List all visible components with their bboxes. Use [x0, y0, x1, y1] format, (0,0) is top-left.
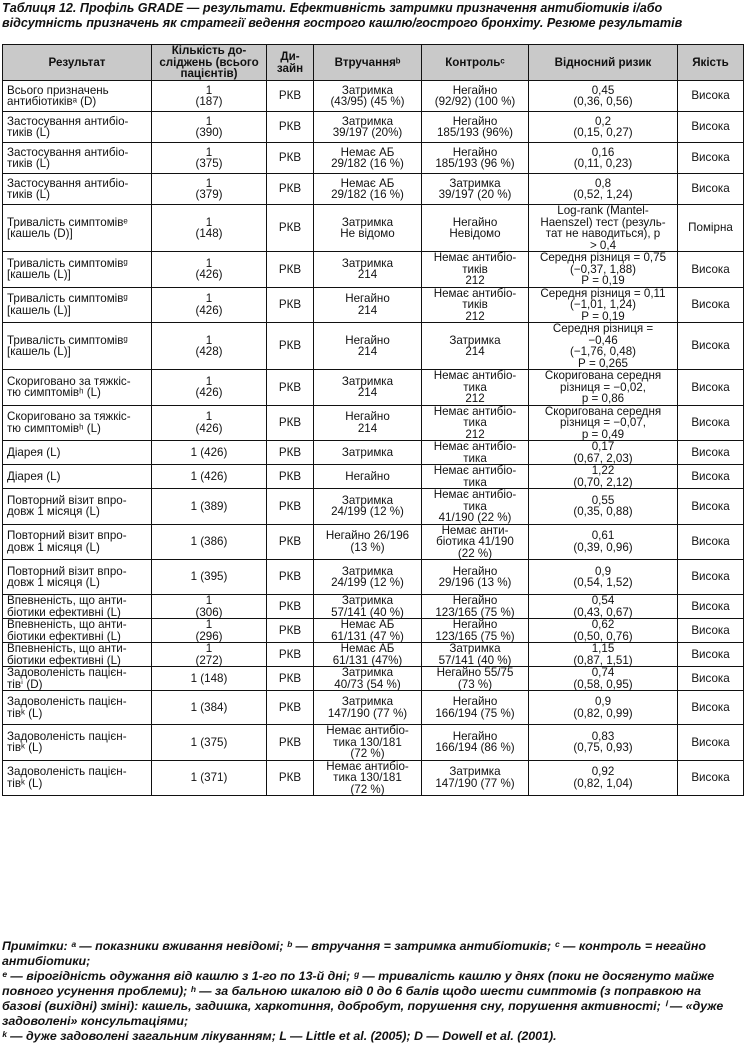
cell-intervention: Затримка 39/197 (20%) [314, 112, 422, 143]
cell-result: Задоволеність пацієн- тівⁱ (D) [3, 667, 152, 691]
cell-result: Повторний візит впро- довж 1 місяця (L) [3, 489, 152, 525]
cell-quality: Висока [678, 323, 744, 370]
cell-intervention: Затримка 214 [314, 252, 422, 288]
cell-intervention: Затримка 147/190 (77 %) [314, 691, 422, 725]
header-design: Ди-зайн [267, 45, 314, 81]
cell-design: РКВ [267, 323, 314, 370]
cell-studies: 1 (272) [152, 643, 267, 667]
note-line: ᵉ — вірогідність одужання від кашлю з 1-го по 13-й дні; ᵍ — тривалість кашлю у днях (поки не досягнуто майже повного усунення проблеми); ʰ — за бальною шкалою від 0 до 6 балів щодо шести симптомів (з поправкою на базові (вихідні) зміні): кашель, задишка, харкотиння, добробут, порушення сну, порушення активності; ⁱ — «дуже задоволені» консультаціями; [2, 969, 724, 1028]
header-control: Контрольᶜ [422, 45, 529, 81]
cell-studies: 1 (148) [152, 205, 267, 252]
cell-result: Задоволеність пацієн- тівᵏ (L) [3, 725, 152, 761]
table-row [3, 405, 744, 441]
cell-relative-risk: 0,17 (0,67, 2,03) [529, 441, 678, 465]
cell-quality: Висока [678, 619, 744, 643]
cell-relative-risk: 0,74 (0,58, 0,95) [529, 667, 678, 691]
cell-design: РКВ [267, 370, 314, 406]
cell-intervention: Негайно 214 [314, 287, 422, 323]
cell-control: Негайно Невідомо [422, 205, 529, 252]
cell-result: Впевненість, що анти- біотики ефективні (L) [3, 643, 152, 667]
table-row [3, 81, 744, 112]
table-row [3, 691, 744, 725]
cell-quality: Висока [678, 252, 744, 288]
cell-intervention: Немає антибіо- тика 130/181 (72 %) [314, 760, 422, 796]
cell-studies: 1 (426) [152, 252, 267, 288]
cell-design: РКВ [267, 489, 314, 525]
cell-control: Немає анти- біотика 41/190 (22 %) [422, 524, 529, 560]
cell-design: РКВ [267, 143, 314, 174]
cell-design: РКВ [267, 524, 314, 560]
cell-intervention: Затримка (43/95) (45 %) [314, 81, 422, 112]
cell-result: Задоволеність пацієн- тівᵏ (L) [3, 760, 152, 796]
cell-control: Затримка 214 [422, 323, 529, 370]
table-header-row [3, 45, 744, 81]
cell-design: РКВ [267, 667, 314, 691]
cell-result: Застосування антибіо- тиків (L) [3, 143, 152, 174]
cell-intervention: Затримка 214 [314, 370, 422, 406]
cell-studies: 1 (426) [152, 441, 267, 465]
cell-studies: 1 (379) [152, 174, 267, 205]
cell-control: Немає антибіо- тика 212 [422, 405, 529, 441]
cell-design: РКВ [267, 691, 314, 725]
cell-intervention: Немає АБ 61/131 (47%) [314, 643, 422, 667]
cell-studies: 1 (306) [152, 595, 267, 619]
cell-relative-risk: 1,15 (0,87, 1,51) [529, 643, 678, 667]
cell-quality: Висока [678, 81, 744, 112]
cell-relative-risk: 0,92 (0,82, 1,04) [529, 760, 678, 796]
cell-result: Всього призначень антибіотиківᵃ (D) [3, 81, 152, 112]
cell-result: Застосування антибіо- тиків (L) [3, 174, 152, 205]
cell-relative-risk: Середня різниця = 0,75 (−0,37, 1,88) Р = 0,19 [529, 252, 678, 288]
cell-design: РКВ [267, 595, 314, 619]
cell-relative-risk: 0,9 (0,54, 1,52) [529, 560, 678, 595]
cell-studies: 1 (384) [152, 691, 267, 725]
cell-quality: Висока [678, 524, 744, 560]
note-line: Примітки: ᵃ — показники вживання невідомі; ᵇ — втручання = затримка антибіотиків; ᶜ — контроль = негайно антибіотики; [2, 939, 706, 968]
cell-control: Негайно 29/196 (13 %) [422, 560, 529, 595]
cell-result: Тривалість симптомівᵍ [кашель (L)] [3, 252, 152, 288]
table-row [3, 205, 744, 252]
cell-quality: Висока [678, 489, 744, 525]
cell-relative-risk: 0,55 (0,35, 0,88) [529, 489, 678, 525]
table-row [3, 489, 744, 525]
cell-design: РКВ [267, 760, 314, 796]
cell-intervention: Затримка 24/199 (12 %) [314, 560, 422, 595]
table-row [3, 370, 744, 406]
header-quality: Якість [678, 45, 744, 81]
cell-quality: Висока [678, 370, 744, 406]
cell-relative-risk: 0,8 (0,52, 1,24) [529, 174, 678, 205]
cell-intervention: Негайно 214 [314, 405, 422, 441]
table-row [3, 524, 744, 560]
cell-relative-risk: Скоригована середня різниця = −0,02, р = 0,86 [529, 370, 678, 406]
cell-control: Негайно 166/194 (86 %) [422, 725, 529, 761]
cell-studies: 1 (375) [152, 725, 267, 761]
cell-relative-risk: 0,83 (0,75, 0,93) [529, 725, 678, 761]
cell-quality: Висока [678, 691, 744, 725]
cell-control: Немає антибіо- тиків 212 [422, 287, 529, 323]
table-row [3, 287, 744, 323]
cell-design: РКВ [267, 205, 314, 252]
table-row [3, 725, 744, 761]
table-row [3, 465, 744, 489]
cell-control: Негайно 55/75 (73 %) [422, 667, 529, 691]
cell-intervention: Негайно 214 [314, 323, 422, 370]
cell-design: РКВ [267, 725, 314, 761]
header-intervention: Втручанняᵇ [314, 45, 422, 81]
cell-quality: Висока [678, 595, 744, 619]
header-studies: Кількість до-сліджень (всього пацієнтів) [152, 45, 267, 81]
cell-intervention: Немає АБ 61/131 (47 %) [314, 619, 422, 643]
table-row [3, 441, 744, 465]
cell-intervention: Затримка 40/73 (54 %) [314, 667, 422, 691]
cell-studies: 1 (371) [152, 760, 267, 796]
cell-quality: Висока [678, 143, 744, 174]
cell-result: Повторний візит впро- довж 1 місяця (L) [3, 524, 152, 560]
cell-control: Негайно 123/165 (75 %) [422, 619, 529, 643]
cell-control: Немає антибіо- тика [422, 441, 529, 465]
table-row [3, 760, 744, 796]
cell-design: РКВ [267, 465, 314, 489]
cell-result: Діарея (L) [3, 465, 152, 489]
cell-design: РКВ [267, 405, 314, 441]
cell-control: Немає антибіо- тика [422, 465, 529, 489]
table-row [3, 174, 744, 205]
cell-relative-risk: 0,62 (0,50, 0,76) [529, 619, 678, 643]
cell-relative-risk: Скоригована середня різниця = −0,07, р = 0,49 [529, 405, 678, 441]
cell-studies: 1 (390) [152, 112, 267, 143]
cell-intervention: Затримка 24/199 (12 %) [314, 489, 422, 525]
cell-design: РКВ [267, 287, 314, 323]
cell-intervention: Затримка [314, 441, 422, 465]
cell-relative-risk: Середня різниця = 0,11 (−1,01, 1,24) Р = 0,19 [529, 287, 678, 323]
cell-result: Повторний візит впро- довж 1 місяця (L) [3, 560, 152, 595]
table-row [3, 323, 744, 370]
cell-relative-risk: 0,54 (0,43, 0,67) [529, 595, 678, 619]
cell-control: Затримка 147/190 (77 %) [422, 760, 529, 796]
cell-relative-risk: 0,16 (0,11, 0,23) [529, 143, 678, 174]
cell-control: Затримка 39/197 (20 %) [422, 174, 529, 205]
cell-studies: 1 (389) [152, 489, 267, 525]
cell-intervention: Немає антибіо- тика 130/181 (72 %) [314, 725, 422, 761]
cell-studies: 1 (148) [152, 667, 267, 691]
cell-studies: 1 (296) [152, 619, 267, 643]
cell-quality: Висока [678, 667, 744, 691]
table-row [3, 112, 744, 143]
cell-control: Немає антибіо- тика 212 [422, 370, 529, 406]
cell-quality: Висока [678, 560, 744, 595]
table-notes [2, 939, 743, 1044]
cell-result: Впевненість, що анти- біотики ефективні (L) [3, 595, 152, 619]
cell-result: Тривалість симптомівᵉ [кашель (D)] [3, 205, 152, 252]
cell-relative-risk: 0,45 (0,36, 0,56) [529, 81, 678, 112]
cell-studies: 1 (426) [152, 287, 267, 323]
table-row [3, 595, 744, 619]
cell-quality: Висока [678, 174, 744, 205]
cell-design: РКВ [267, 619, 314, 643]
cell-control: Немає антибіо- тика 41/190 (22 %) [422, 489, 529, 525]
table-row [3, 619, 744, 643]
cell-quality: Висока [678, 287, 744, 323]
cell-intervention: Негайно 26/196 (13 %) [314, 524, 422, 560]
cell-studies: 1 (375) [152, 143, 267, 174]
cell-quality: Висока [678, 760, 744, 796]
cell-design: РКВ [267, 252, 314, 288]
cell-intervention: Немає АБ 29/182 (16 %) [314, 143, 422, 174]
cell-relative-risk: 1,22 (0,70, 2,12) [529, 465, 678, 489]
cell-result: Застосування антибіо- тиків (L) [3, 112, 152, 143]
cell-design: РКВ [267, 112, 314, 143]
table-caption: Таблиця 12. Профіль GRADE — результати. Ефективність затримки призначення антибіотиків і/або відсутність призначень як стратегії ведення гострого кашлю/гострого бронхіту. Резюме результатів [2, 1, 683, 30]
cell-quality: Висока [678, 112, 744, 143]
cell-result: Тривалість симптомівᵍ [кашель (L)] [3, 323, 152, 370]
cell-control: Затримка 57/141 (40 %) [422, 643, 529, 667]
cell-design: РКВ [267, 81, 314, 112]
cell-design: РКВ [267, 441, 314, 465]
cell-control: Негайно (92/92) (100 %) [422, 81, 529, 112]
cell-design: РКВ [267, 560, 314, 595]
table-row [3, 643, 744, 667]
cell-quality: Висока [678, 465, 744, 489]
cell-result: Впевненість, що анти- біотики ефективні (L) [3, 619, 152, 643]
header-result: Результат [3, 45, 152, 81]
cell-studies: 1 (426) [152, 370, 267, 406]
grade-results-table [2, 44, 744, 796]
cell-intervention: Немає АБ 29/182 (16 %) [314, 174, 422, 205]
cell-quality: Висока [678, 725, 744, 761]
cell-relative-risk: Середня різниця = −0,46 (−1,76, 0,48) Р = 0,265 [529, 323, 678, 370]
note-line: ᵏ — дуже задоволені загальним лікуванням; L — Little et al. (2005); D — Dowell et al. (2001). [2, 1029, 557, 1043]
cell-result: Тривалість симптомівᵍ [кашель (L)] [3, 287, 152, 323]
cell-control: Негайно 185/193 (96%) [422, 112, 529, 143]
header-relative-risk: Відносний ризик [529, 45, 678, 81]
cell-control: Негайно 123/165 (75 %) [422, 595, 529, 619]
table-row [3, 560, 744, 595]
cell-relative-risk: 0,2 (0,15, 0,27) [529, 112, 678, 143]
cell-result: Скориговано за тяжкіс- тю симптомівʰ (L) [3, 405, 152, 441]
table-row [3, 667, 744, 691]
cell-studies: 1 (395) [152, 560, 267, 595]
table-row [3, 143, 744, 174]
cell-intervention: Затримка Не відомо [314, 205, 422, 252]
cell-relative-risk: 0,61 (0,39, 0,96) [529, 524, 678, 560]
cell-result: Скориговано за тяжкіс- тю симптомівʰ (L) [3, 370, 152, 406]
table-row [3, 252, 744, 288]
cell-intervention: Затримка 57/141 (40 %) [314, 595, 422, 619]
cell-quality: Висока [678, 643, 744, 667]
cell-studies: 1 (428) [152, 323, 267, 370]
cell-control: Негайно 166/194 (75 %) [422, 691, 529, 725]
cell-result: Діарея (L) [3, 441, 152, 465]
cell-quality: Висока [678, 405, 744, 441]
cell-design: РКВ [267, 174, 314, 205]
cell-intervention: Негайно [314, 465, 422, 489]
cell-result: Задоволеність пацієн- тівᵏ (L) [3, 691, 152, 725]
cell-studies: 1 (426) [152, 465, 267, 489]
cell-relative-risk: 0,9 (0,82, 0,99) [529, 691, 678, 725]
cell-quality: Помірна [678, 205, 744, 252]
cell-studies: 1 (426) [152, 405, 267, 441]
cell-quality: Висока [678, 441, 744, 465]
cell-studies: 1 (386) [152, 524, 267, 560]
cell-studies: 1 (187) [152, 81, 267, 112]
cell-relative-risk: Log-rank (Mantel- Haenszel) тест (резуль- тат не наводиться), р > 0,4 [529, 205, 678, 252]
cell-control: Немає антибіо- тиків 212 [422, 252, 529, 288]
cell-design: РКВ [267, 643, 314, 667]
cell-control: Негайно 185/193 (96 %) [422, 143, 529, 174]
